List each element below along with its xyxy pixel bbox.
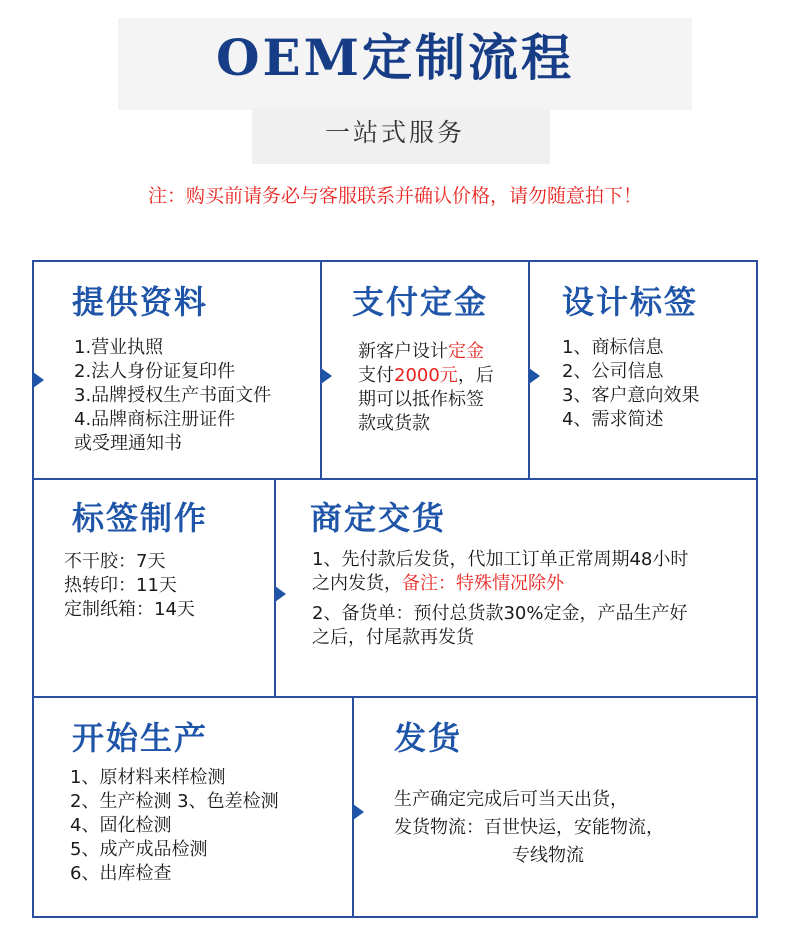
deposit-amount-highlight: 2000元 xyxy=(394,365,458,386)
step-design-list: 1、商标信息 2、公司信息 3、客户意向效果 4、需求简述 xyxy=(562,337,700,430)
page-subtitle: 一站式服务 xyxy=(324,118,465,147)
step-materials-list: 1.营业执照 2.法人身份证复印件 3.品牌授权生产书面文件 4.品牌商标注册证件 或受理通知书 xyxy=(74,337,272,454)
step-shipping-title: 发货 xyxy=(394,719,463,757)
step-production-box xyxy=(32,696,354,918)
step-shipping-line-3: 专线物流 xyxy=(512,845,584,866)
page-title: OEM定制流程 xyxy=(215,28,574,87)
step-label-making-box xyxy=(32,478,276,698)
deposit-highlight: 定金 xyxy=(448,341,484,362)
step-design-title: 设计标签 xyxy=(562,283,699,321)
purchase-notice: 注：购买前请务必与客服联系并确认价格，请勿随意拍下！ xyxy=(147,185,642,207)
step-materials-box xyxy=(32,260,322,480)
step-design-box xyxy=(528,260,758,480)
step-delivery-terms-box xyxy=(274,478,758,698)
delivery-remark-highlight: 备注：特殊情况除外 xyxy=(402,573,564,594)
step-shipping-line-1: 生产确定完成后可当天出货， xyxy=(394,789,628,810)
step-delivery-terms-text: 1、先付款后发货，代加工订单正常周期48小时 之内发货，备注：特殊情况除外 xyxy=(312,549,689,594)
step-shipping-box xyxy=(352,696,758,918)
flow-arrow-icon xyxy=(33,372,44,388)
flow-arrow-icon xyxy=(353,804,364,820)
step-materials-title: 提供资料 xyxy=(72,283,209,321)
step-deposit-text: 新客户设计定金 支付2000元，后 期可以抵作标签 款或货款 xyxy=(358,341,494,434)
step-production-list: 1、原材料来样检测 2、生产检测 3、色差检测 4、固化检测 5、成产成品检测 6、出库检查 xyxy=(70,767,279,884)
flow-arrow-icon xyxy=(275,586,286,602)
flow-arrow-icon xyxy=(529,368,540,384)
step-shipping-line-2: 发货物流：百世快运，安能物流， xyxy=(394,817,664,838)
step-delivery-terms-text-2: 2、备货单：预付总货款30%定金，产品生产好 之后，付尾款再发货 xyxy=(312,603,688,648)
step-deposit-title: 支付定金 xyxy=(352,283,489,321)
step-delivery-terms-title: 商定交货 xyxy=(310,499,447,537)
step-label-making-title: 标签制作 xyxy=(72,499,209,537)
step-label-making-list: 不干胶：7天 热转印：11天 定制纸箱：14天 xyxy=(64,551,195,620)
flow-arrow-icon xyxy=(321,368,332,384)
step-deposit-box xyxy=(320,260,530,480)
step-production-title: 开始生产 xyxy=(72,719,209,757)
